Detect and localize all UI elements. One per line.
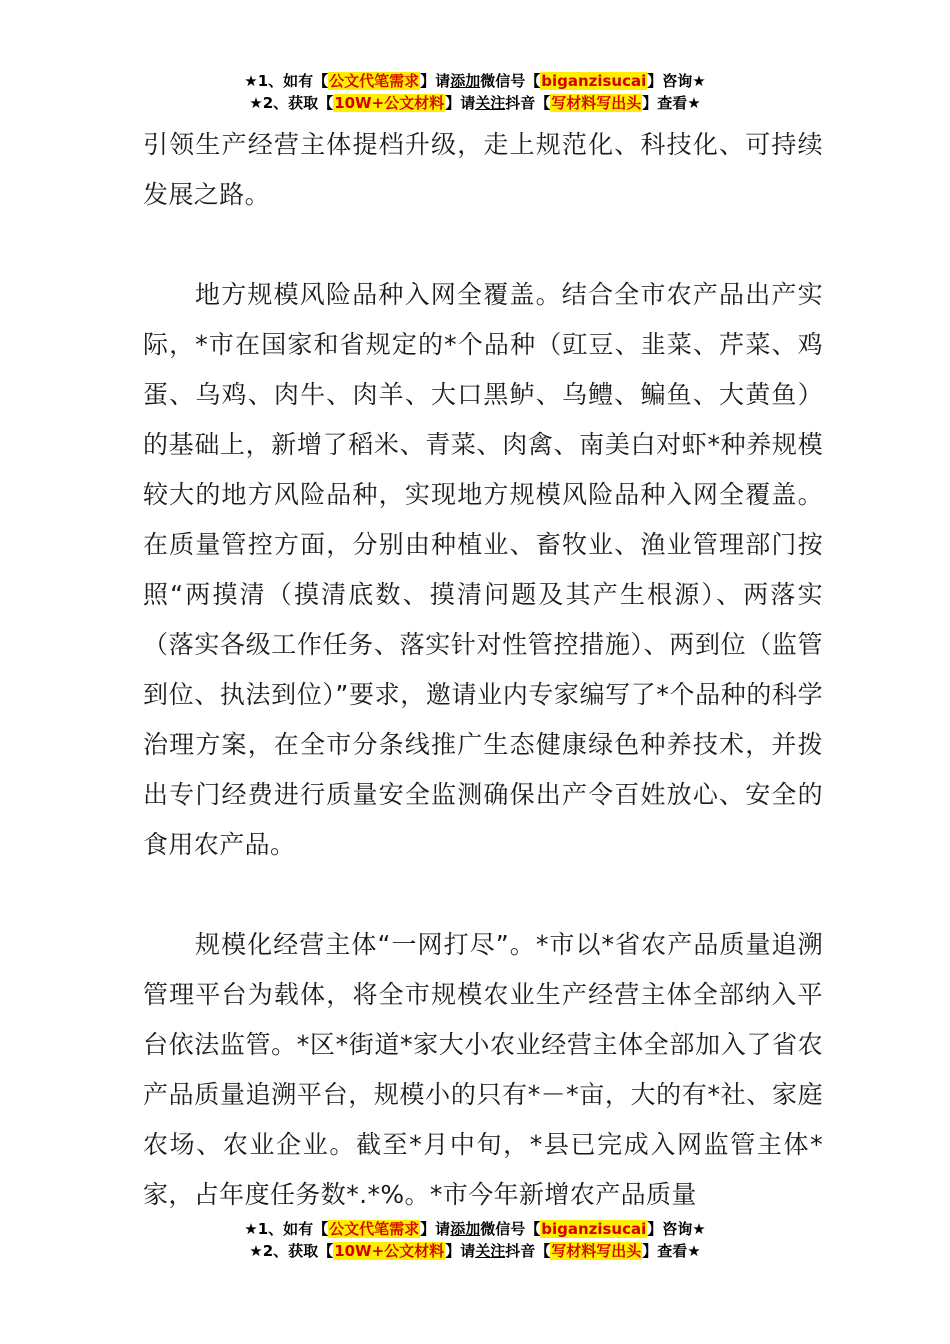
promo-line-2-emphasis: 关注: [475, 1242, 506, 1260]
promo-line-2-emphasis: 关注: [475, 94, 506, 112]
promo-line-2: [0, 1240, 950, 1262]
promo-line-2: [0, 92, 950, 114]
promo-line-1-middle-b: 微信号【: [480, 72, 541, 90]
promo-line-2-middle-b: 抖音【: [505, 94, 551, 112]
promo-line-1-middle-a: 】请: [420, 72, 451, 90]
paragraph-continuation: 引领生产经营主体提档升级，走上规范化、科技化、可持续发展之路。: [143, 130, 823, 209]
promo-line-2-highlight-douyin: 写材料写出头: [551, 94, 642, 112]
promo-line-2-suffix: 】查看★: [642, 1242, 701, 1260]
top-promo-banner: [0, 70, 950, 114]
promo-line-1-prefix: ★1、如有【: [244, 72, 329, 90]
promo-line-1-middle-b: 微信号【: [480, 1220, 541, 1238]
promo-line-2-middle-a: 】请: [445, 1242, 476, 1260]
promo-line-1-prefix: ★1、如有【: [244, 1220, 329, 1238]
promo-line-2-middle-a: 】请: [445, 94, 476, 112]
promo-line-1: [0, 1218, 950, 1240]
promo-line-1-middle-a: 】请: [420, 1220, 451, 1238]
promo-line-2-highlight-douyin: 写材料写出头: [551, 1242, 642, 1260]
promo-line-1-highlight-wechat: biganzisucai: [541, 72, 647, 90]
promo-line-1-highlight-wechat: biganzisucai: [541, 1220, 647, 1238]
promo-line-1-suffix: 】咨询★: [647, 72, 706, 90]
promo-line-1: [0, 70, 950, 92]
promo-line-2-suffix: 】查看★: [642, 94, 701, 112]
promo-line-2-prefix: ★2、获取【: [249, 1242, 334, 1260]
promo-line-2-highlight-materials: 10W+公文材料: [334, 1242, 445, 1260]
promo-line-1-highlight-service: 公文代笔需求: [329, 1220, 420, 1238]
bottom-promo-banner: [0, 1218, 950, 1262]
paragraph-spacer: [143, 870, 823, 920]
promo-line-1-suffix: 】咨询★: [647, 1220, 706, 1238]
paragraph-risk-varieties: 地方规模风险品种入网全覆盖。结合全市农产品出产实际，*市在国家和省规定的*个品种（豇豆、韭菜、芹菜、鸡蛋、乌鸡、肉牛、肉羊、大口黑鲈、乌鳢、鳊鱼、大黄鱼）的基础上，新增了稻米、青菜、肉禽、南美白对虾*种养规模较大的地方风险品种，实现地方规模风险品种入网全覆盖。在质量管控方面，分别由种植业、畜牧业、渔业管理部门按照“两摸清（摸清底数、摸清问题及其产生根源）、两落实（落实各级工作任务、落实针对性管控措施）、两到位（监管到位、执法到位）”要求，邀请业内专家编写了*个品种的科学治理方案，在全市分条线推广生态健康绿色种养技术，并拨出专门经费进行质量安全监测确保出产令百姓放心、安全的食用农产品。: [143, 280, 823, 859]
promo-line-2-middle-b: 抖音【: [505, 1242, 551, 1260]
promo-line-1-highlight-service: 公文代笔需求: [329, 72, 420, 90]
promo-line-2-highlight-materials: 10W+公文材料: [334, 94, 445, 112]
document-body: [143, 120, 823, 1220]
promo-line-1-emphasis: 添加: [450, 1220, 481, 1238]
paragraph-spacer: [143, 220, 823, 270]
promo-line-1-emphasis: 添加: [450, 72, 481, 90]
paragraph-operators-network: 规模化经营主体“一网打尽”。*市以*省农产品质量追溯管理平台为载体，将全市规模农业生产经营主体全部纳入平台依法监管。*区*街道*家大小农业经营主体全部加入了省农产品质量追溯平台，规模小的只有*－*亩，大的有*社、家庭农场、农业企业。截至*月中旬，*县已完成入网监管主体*家，占年度任务数*.*%。*市今年新增农产品质量: [143, 930, 823, 1209]
promo-line-2-prefix: ★2、获取【: [249, 94, 334, 112]
